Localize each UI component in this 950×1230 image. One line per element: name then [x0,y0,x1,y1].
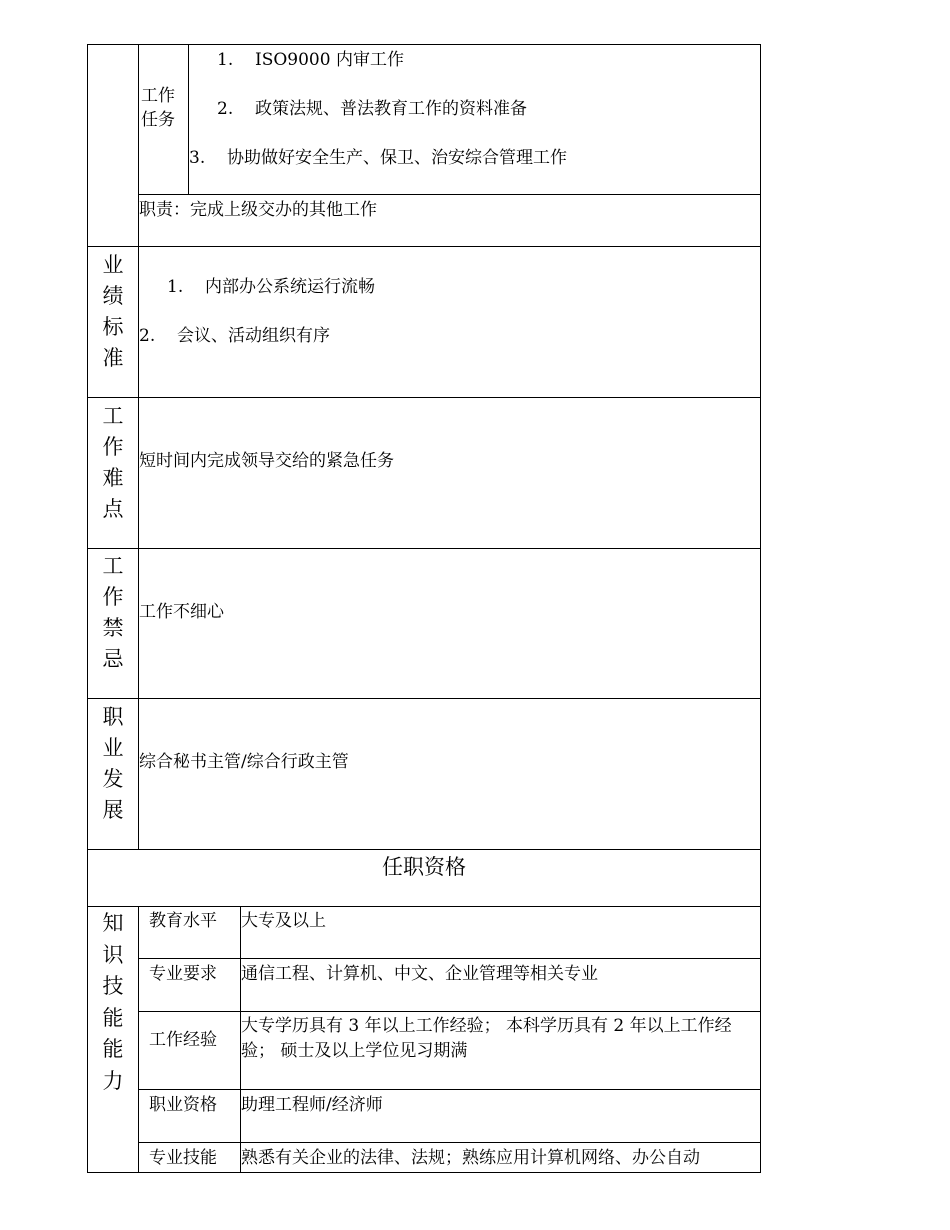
qual-row-divider-2 [138,1011,761,1012]
qual-row-value-major: 通信工程、计算机、中文、企业管理等相关专业 [241,964,598,984]
task-label-divider [188,44,189,194]
qual-row-value-education: 大专及以上 [241,911,326,931]
performance-item-2-number: 2. [139,326,156,346]
task-duty-divider [138,194,761,195]
difficulty-text: 短时间内完成领导交给的紧急任务 [139,451,394,471]
task-item-2-text: 政策法规、普法教育工作的资料准备 [255,99,527,119]
qual-row-label-education: 教育水平 [149,911,217,931]
task-item-2-number: 2. [217,99,234,119]
duty-text: 职责：完成上级交办的其他工作 [139,200,377,220]
qual-row-label-major: 专业要求 [149,964,217,984]
qual-row-value-skills: 熟悉有关企业的法律、法规；熟练应用计算机网络、办公自动 [241,1148,700,1168]
task-item-1-text: ISO9000 内审工作 [255,50,404,70]
task-item-3-number: 3. [189,148,206,168]
qual-row-label-certification: 职业资格 [149,1095,217,1115]
performance-label: 业 绩 标 准 [102,253,124,370]
qual-row-label-skills: 专业技能 [149,1148,217,1168]
qual-row-divider-1 [138,958,761,959]
qual-row-value-experience: 大专学历具有 3 年以上工作经验； 本科学历具有 2 年以上工作经验； 硕士及以上学位见习期满 [241,1016,732,1061]
section-divider-2 [87,397,761,398]
section-divider-5 [87,849,761,850]
section-divider-3 [87,548,761,549]
taboo-text: 工作不细心 [139,602,224,622]
performance-item-2-text: 会议、活动组织有序 [177,326,330,346]
task-item-3-text: 协助做好安全生产、保卫、治安综合管理工作 [227,148,567,168]
performance-item-1-number: 1. [167,277,184,297]
job-description-table [87,44,761,1173]
qual-row-divider-3 [138,1089,761,1090]
section-divider-4 [87,698,761,699]
section-divider-1 [87,246,761,247]
qualification-title: 任职资格 [382,855,466,879]
difficulty-label: 工 作 难 点 [102,404,124,521]
qual-row-value-certification: 助理工程师/经济师 [241,1095,383,1115]
performance-item-1-text: 内部办公系统运行流畅 [205,277,375,297]
qual-row-divider-4 [138,1142,761,1143]
section-divider-6 [87,906,761,907]
table-border-right [760,44,761,1173]
table-border-bottom [87,1172,761,1173]
taboo-label: 工 作 禁 忌 [102,554,124,671]
task-label: 工作任务 [141,86,175,130]
career-label: 职 业 发 展 [102,705,124,822]
career-text: 综合秘书主管/综合行政主管 [139,752,349,772]
qual-row-label-experience: 工作经验 [149,1030,217,1050]
knowledge-skills-label: 知 识 技 能 能 力 [102,911,124,1093]
task-item-1-number: 1. [217,50,234,70]
